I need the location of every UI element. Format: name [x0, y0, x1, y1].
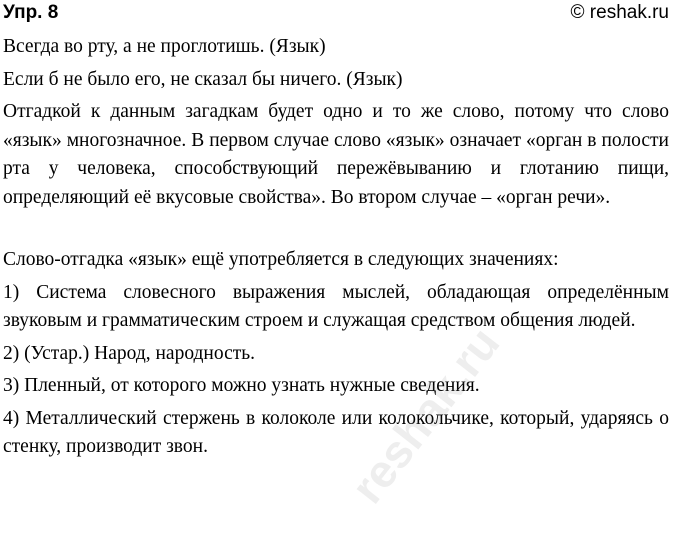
meanings-intro: Слово-отгадка «язык» ещё употребляется в следующих значениях: — [3, 249, 559, 270]
copyright-notice: © reshak.ru — [570, 2, 669, 23]
riddle-2: Если б не было его, не сказал бы ничего. (Язык) — [3, 68, 403, 90]
exercise-title: Упр. 8 — [3, 2, 59, 23]
riddle-1: Всегда во рту, а не проглотишь. (Язык) — [3, 36, 326, 57]
document-body — [3, 33, 669, 462]
meaning-1: 1) Система словесного выражения мыслей, обладающая определённым звуковым и грамматическим строем и служащая средством общения людей. — [3, 281, 669, 331]
meaning-4: 4) Металлический стержень в колоколе или колокольчике, который, ударяясь о стенку, производит звон. — [3, 407, 669, 457]
watermark: reshak.ru — [340, 317, 510, 513]
meaning-2: 2) (Устар.) Народ, народность. — [3, 342, 256, 364]
meaning-3: 3) Пленный, от которого можно узнать нужные сведения. — [3, 375, 480, 396]
explanation-paragraph: Отгадкой к данным загадкам будет одно и то же слово, потому что слово «язык» многозначное. В первом случае слово «язык» означает «орган в полости рта у человека, способствующий пережёвыванию и глотанию пищи, определяющий её вкусовые свойства». Во втором случае – «орган речи». — [3, 101, 669, 208]
header — [0, 0, 673, 30]
